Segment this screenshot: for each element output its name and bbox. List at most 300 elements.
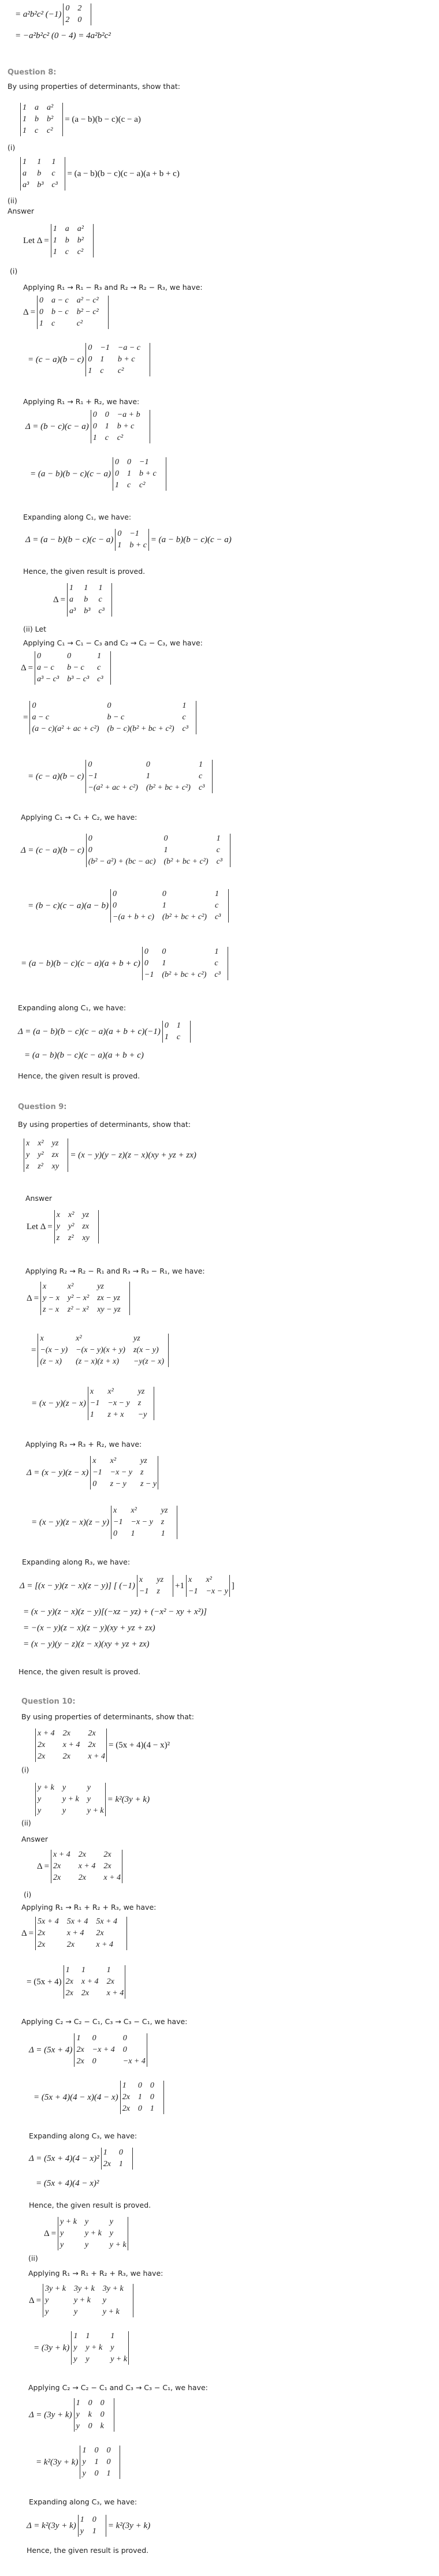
step-text: Applying C₁ → C₁ − C₃ and C₂ → C₂ − C₃, we have:	[23, 639, 203, 647]
determinant	[85, 343, 150, 376]
equation-line	[31, 1334, 170, 1367]
equation-rhs: = (a − b)(b − c)(c − a)(a + b + c)	[67, 169, 180, 178]
determinant-cell: x + 4	[78, 1862, 96, 1871]
determinant-cell: 5x + 4	[38, 1917, 59, 1926]
determinant-cell: 1	[131, 1529, 135, 1538]
determinant-cell: (z − x)	[40, 1357, 62, 1366]
determinant	[113, 457, 166, 491]
determinant-cell: (b² + bc + c²)	[146, 783, 191, 792]
determinant-cell: z	[140, 1468, 144, 1477]
determinant	[111, 1506, 177, 1539]
equation-line	[27, 1456, 160, 1489]
determinant-cell: b	[65, 236, 69, 245]
determinant-cell: y + k	[38, 1783, 54, 1792]
determinant	[64, 1965, 126, 1999]
equation-prefix: = k²(3y + k)	[36, 2457, 79, 2467]
part-label: (ii)	[28, 2254, 38, 2263]
equation-line	[53, 583, 114, 617]
determinant-cell: 5x + 4	[66, 1917, 88, 1926]
determinant-cell: yz	[133, 1334, 140, 1343]
determinant-cell: 0	[146, 760, 150, 769]
determinant	[78, 2515, 106, 2537]
step-text: Applying R₁ → R₁ + R₂, we have:	[23, 397, 140, 406]
determinant-cell: zx − yz	[97, 1294, 120, 1302]
determinant-cell: c	[176, 1033, 181, 1041]
conclusion-text: Hence, the given result is proved.	[18, 1667, 141, 1676]
equation-line	[29, 2148, 135, 2170]
equation-line: = −(x − y)(z − x)(z − y)(xy + yz + zx)	[23, 1623, 155, 1633]
determinant-cell: b²	[47, 115, 54, 124]
step-text: Expanding along C₁, we have:	[18, 1003, 127, 1012]
determinant-cell: −x − y	[131, 1518, 153, 1526]
determinant-cell: −1	[92, 1468, 102, 1477]
determinant-cell: −1	[144, 970, 154, 979]
determinant-cell: y	[109, 2217, 113, 2226]
equation-line	[21, 651, 113, 685]
determinant-cell: 2	[77, 4, 82, 13]
determinant-cell: −(a² + ac + c²)	[88, 783, 138, 792]
determinant	[58, 2217, 128, 2250]
determinant-cell: y	[60, 2241, 64, 2249]
determinant-cell: z − y	[140, 1480, 157, 1488]
determinant-cell: x²	[110, 1457, 117, 1465]
step-text: Applying R₃ → R₃ + R₂, we have:	[25, 1440, 142, 1448]
determinant-cell: a	[23, 169, 27, 178]
determinant	[74, 2398, 114, 2432]
determinant-cell: c³	[98, 607, 105, 615]
determinant-cell: y	[110, 2343, 114, 2352]
determinant-cell: c³	[51, 181, 58, 189]
determinant-cell: y	[62, 1783, 66, 1792]
determinant-cell: y	[82, 2458, 86, 2466]
determinant-cell: c³	[97, 675, 103, 684]
determinant-cell: 2x	[66, 1940, 75, 1949]
determinant	[67, 583, 112, 617]
equation-line	[18, 157, 180, 191]
equation-line	[29, 2033, 149, 2067]
determinant-cell: 0	[88, 2422, 92, 2431]
determinant-cell: x + 4	[53, 1850, 70, 1859]
equation-operator: +1	[175, 1581, 185, 1591]
determinant-cell: 0	[92, 2515, 96, 2524]
determinant-cell: 3y + k	[102, 2284, 124, 2293]
determinant-cell: x	[92, 1457, 96, 1465]
determinant-cell: y + k	[110, 2355, 128, 2364]
determinant-cell: 2x	[78, 1873, 86, 1882]
equation-line	[25, 529, 232, 551]
equation-rhs: = (a − b)(b − c)(c − a)	[150, 535, 232, 544]
determinant-cell: 0	[88, 2399, 92, 2407]
determinant	[91, 410, 150, 443]
determinant-cell: 0	[32, 701, 36, 710]
determinant-cell: x²	[38, 1139, 44, 1148]
determinant-cell: 1	[122, 2081, 127, 2090]
equation-line	[31, 1387, 156, 1420]
determinant	[40, 1282, 130, 1315]
equation-prefix: Δ =	[27, 1293, 39, 1303]
determinant-cell: 1	[51, 158, 56, 166]
determinant-cell: x + 4	[103, 1873, 121, 1882]
determinant-cell: b	[35, 115, 39, 124]
determinant-cell: c²	[117, 367, 124, 375]
determinant-cell: c	[216, 846, 220, 854]
determinant	[88, 1387, 154, 1420]
determinant-cell: 0	[137, 2104, 142, 2113]
determinant-cell: 1	[214, 947, 219, 956]
determinant-cell: z	[26, 1162, 29, 1171]
determinant-cell: x²	[131, 1506, 137, 1515]
determinant-cell: zx	[51, 1151, 59, 1159]
determinant-cell: 0	[92, 2057, 96, 2066]
determinant-cell: a² − c²	[76, 296, 99, 305]
determinant-cell: c	[97, 663, 101, 672]
determinant-cell: y	[82, 2469, 86, 2478]
determinant-cell: c²	[117, 434, 124, 442]
determinant-cell: −1	[139, 1587, 149, 1596]
determinant-cell: 1	[94, 2458, 99, 2466]
determinant-cell: 1	[80, 2515, 84, 2524]
determinant-cell: x + 4	[106, 1989, 124, 1998]
determinant	[90, 1456, 158, 1489]
determinant-cell: 0	[113, 1529, 118, 1538]
determinant-cell: −y(z − x)	[133, 1357, 165, 1366]
part-label: (ii)	[21, 1819, 31, 1827]
determinant-cell: 2x	[38, 1752, 46, 1761]
determinant-cell: 1	[53, 248, 57, 256]
determinant-cell: yz	[161, 1506, 168, 1515]
equation-line	[34, 1783, 150, 1816]
determinant-cell: yz	[97, 1282, 104, 1291]
equation-line	[34, 2081, 166, 2114]
determinant	[63, 3, 91, 25]
determinant-cell: x + 4	[81, 1977, 99, 1986]
determinant-cell: 2x	[38, 1741, 46, 1749]
determinant-cell: 2x	[81, 1989, 90, 1998]
determinant-cell: 1	[90, 1410, 94, 1419]
determinant-cell: y	[85, 2355, 90, 2364]
equation-line	[27, 1210, 101, 1244]
determinant-cell: b − c	[51, 308, 69, 316]
determinant-cell: y	[38, 1806, 42, 1815]
determinant-cell: y + k	[73, 2296, 91, 2305]
determinant-cell: z − y	[110, 1480, 127, 1488]
equation-line	[44, 2217, 130, 2250]
determinant-cell: 1	[216, 834, 221, 843]
determinant-cell: c³	[182, 725, 188, 733]
equation-rhs: = (5x + 4)(4 − x)²	[109, 1740, 170, 1750]
determinant-cell: xy	[82, 1234, 90, 1242]
determinant-cell: 0	[100, 2399, 105, 2407]
determinant-cell: −1	[88, 772, 98, 781]
determinant	[86, 834, 230, 867]
determinant-cell: xy	[51, 1162, 59, 1171]
determinant	[35, 1917, 127, 1950]
equation-line	[28, 760, 214, 793]
equation-prefix: Δ = k²(3y + k)	[27, 2521, 76, 2530]
determinant-cell: b³ − c³	[67, 675, 90, 684]
determinant-cell: −(a + b + c)	[113, 913, 154, 921]
determinant	[24, 1138, 68, 1172]
question-10-prompt: By using properties of determinants, show that:	[21, 1712, 194, 1721]
equation-prefix: Δ =	[37, 1861, 50, 1871]
determinant-cell: 2x	[76, 2057, 84, 2066]
determinant-cell: 5x + 4	[96, 1917, 118, 1926]
determinant-cell: 1	[127, 469, 132, 478]
determinant-cell: x + 4	[62, 1741, 80, 1749]
determinant-cell: yz	[157, 1576, 164, 1584]
determinant-cell: c	[51, 319, 55, 328]
determinant-cell: y²	[38, 1151, 44, 1159]
determinant-cell: b³	[84, 607, 91, 615]
determinant-cell: −x + 4	[122, 2057, 146, 2066]
determinant-cell: 2x	[103, 1850, 111, 1859]
determinant-cell: (a − c)(a² + ac + c²)	[32, 725, 99, 733]
question-9-prompt: By using properties of determinants, show that:	[18, 1120, 191, 1129]
determinant-cell: y² − x²	[67, 1294, 90, 1302]
determinant	[35, 1783, 106, 1816]
determinant-cell: y	[45, 2308, 49, 2316]
equation-line	[21, 947, 230, 980]
equation-line: = (a − b)(b − c)(c − a)(a + b + c)	[24, 1051, 144, 1060]
determinant-cell: 1	[84, 584, 88, 592]
determinant-cell: b	[84, 595, 88, 604]
determinant-cell: 0	[39, 296, 44, 305]
determinant-cell: z²	[68, 1234, 74, 1242]
determinant-cell: b − c	[107, 713, 125, 722]
determinant-cell: y	[60, 2229, 64, 2238]
determinant-cell: c	[35, 126, 39, 135]
determinant-cell: −1	[90, 1399, 100, 1408]
determinant-cell: 0	[88, 344, 92, 352]
determinant-cell: y + k	[109, 2241, 127, 2249]
determinant-cell: b + c	[139, 469, 157, 478]
part-label: (i)	[10, 267, 18, 275]
determinant-cell: −a + b	[117, 410, 140, 419]
determinant-cell: 1	[118, 2160, 123, 2168]
determinant-cell: 2x	[62, 1729, 70, 1738]
determinant-cell: 1	[23, 158, 27, 166]
determinant-cell: −x + 4	[92, 2045, 115, 2054]
determinant-cell: −1	[100, 344, 110, 352]
determinant-cell: 0	[122, 2045, 127, 2054]
equation-line	[28, 343, 152, 376]
determinant	[51, 1850, 122, 1883]
step-text: Applying R₁ → R₁ + R₂ + R₃, we have:	[28, 2269, 163, 2278]
determinant-cell: 2x	[122, 2104, 130, 2113]
equation-prefix: Δ =	[44, 2228, 57, 2238]
step-text: Applying R₁ → R₁ − R₃ and R₂ → R₂ − R₃, we have:	[23, 283, 203, 292]
equation-line	[34, 2331, 131, 2365]
determinant-cell: z²	[38, 1162, 43, 1171]
determinant-cell: 1	[162, 959, 166, 968]
determinant-cell: x	[113, 1506, 117, 1515]
determinant-cell: b²	[77, 236, 84, 245]
determinant-cell: a	[35, 103, 39, 112]
determinant-cell: 1	[92, 434, 97, 442]
determinant-cell: z	[157, 1587, 160, 1596]
step-text: Applying R₁ → R₁ + R₂ + R₃, we have:	[21, 1903, 157, 1912]
step-text: Applying C₂ → C₂ − C₁ and C₃ → C₃ − C₁, we have:	[28, 2383, 208, 2392]
determinant-cell: 1	[198, 760, 203, 769]
step-text: Expanding along R₃, we have:	[22, 1558, 131, 1566]
determinant	[43, 2284, 133, 2317]
equation-rhs: = k²(3y + k)	[107, 2521, 151, 2530]
determinant-cell: x	[43, 1282, 47, 1291]
determinant-cell: 1	[23, 126, 27, 135]
determinant-cell: 0	[92, 410, 97, 419]
determinant-cell: 2x	[38, 1929, 46, 1937]
determinant-cell: c	[127, 481, 131, 490]
step-text: Applying R₂ → R₂ − R₁ and R₃ → R₃ − R₁, we have:	[25, 1267, 205, 1275]
determinant-cell: 0	[122, 2034, 127, 2043]
determinant-cell: b + c	[129, 541, 147, 550]
determinant-cell: y	[84, 2217, 89, 2226]
step-text: Expanding along C₃, we have:	[29, 2497, 137, 2506]
determinant-cell: 0	[92, 1480, 97, 1488]
equation-line	[23, 701, 198, 734]
determinant-cell: 1	[164, 1033, 169, 1041]
determinant	[137, 1575, 173, 1597]
determinant-cell: y	[87, 1795, 91, 1804]
determinant-cell: 1	[85, 2332, 90, 2340]
determinant-cell: zx	[82, 1222, 90, 1231]
determinant-cell: 0	[117, 529, 122, 538]
answer-label: Answer	[25, 1194, 53, 1203]
equation-line	[37, 1850, 124, 1883]
equation-prefix: = (c − a)(b − c)	[28, 354, 84, 364]
determinant-cell: y	[38, 1795, 42, 1804]
determinant-cell: 0	[88, 355, 92, 364]
determinant-cell: c	[51, 169, 55, 178]
equation-prefix: Δ = (b − c)(c − a)	[25, 421, 89, 431]
determinant	[80, 2446, 120, 2479]
determinant-cell: z² − x²	[67, 1305, 89, 1314]
determinant-cell: a²	[77, 225, 84, 233]
equation-prefix: Δ =	[53, 595, 66, 604]
determinant-cell: 0	[88, 846, 92, 854]
determinant-cell: −y	[137, 1410, 147, 1419]
determinant-cell: 1	[146, 772, 150, 781]
equation-line	[18, 1021, 192, 1043]
equation-prefix: = (x − y)(z − x)	[31, 1398, 86, 1408]
determinant-cell: 2x	[103, 1862, 111, 1871]
equation-line	[15, 3, 93, 25]
determinant-cell: x²	[76, 1334, 82, 1343]
determinant-cell: xy − yz	[97, 1305, 121, 1314]
equation-line	[28, 889, 230, 923]
determinant-cell: 0	[92, 422, 97, 431]
determinant-cell: z	[137, 1399, 142, 1408]
equation-prefix: = (a − b)(b − c)(c − a)(a + b + c)	[21, 958, 140, 968]
determinant-cell: y + k	[62, 1795, 79, 1804]
equation-prefix: = (x − y)(z − x)(z − y)	[31, 1517, 110, 1527]
determinant-cell: 1	[23, 115, 27, 124]
determinant-cell: y	[26, 1151, 30, 1159]
determinant-cell: y	[45, 2296, 49, 2305]
determinant-cell: 0	[65, 4, 70, 13]
determinant-cell: 0	[94, 2469, 99, 2478]
determinant-cell: z(x − y)	[133, 1346, 159, 1354]
determinant-cell: 1	[53, 225, 57, 233]
determinant-cell: −1	[188, 1587, 198, 1596]
determinant-cell: x + 4	[66, 1929, 84, 1937]
determinant-cell: y	[76, 2422, 80, 2431]
determinant-cell: 0	[105, 410, 109, 419]
equation-prefix: Let Δ =	[27, 1222, 53, 1231]
determinant-cell: b − c	[67, 663, 84, 672]
equation-prefix: Δ = (5x + 4)	[29, 2045, 73, 2055]
determinant-cell: y	[80, 2527, 84, 2536]
determinant-cell: 2	[65, 16, 70, 24]
determinant-cell: c	[182, 713, 186, 722]
determinant-cell: x	[188, 1576, 192, 1584]
equation-prefix: Δ = [(x − y)(z − x)(z − y)] [ (−1)	[20, 1581, 135, 1591]
determinant-cell: c²	[77, 248, 84, 256]
equation-line: = (x − y)(z − x)(z − y)[(−xz − yz) + (−x² − xy + x²)]	[23, 1607, 207, 1616]
determinant-cell: x²	[68, 1211, 75, 1219]
determinant-cell: 1	[97, 652, 102, 660]
step-text: Applying C₂ → C₂ − C₁, C₃ → C₃ − C₁, we have:	[21, 2017, 188, 2026]
determinant-cell: 1	[23, 103, 27, 112]
equation-line	[30, 457, 168, 491]
determinant-cell: 2x	[78, 1850, 86, 1859]
determinant-cell: 1	[106, 1966, 111, 1974]
equation-prefix: Δ = (a − b)(b − c)(c − a)	[25, 535, 114, 544]
determinant-cell: 1	[88, 367, 92, 375]
determinant-cell: 1	[37, 158, 42, 166]
determinant-cell: −1	[113, 1518, 123, 1526]
step-text: Applying C₁ → C₁ + C₂, we have:	[21, 813, 137, 822]
determinant-cell: 1	[98, 584, 103, 592]
determinant-cell: z − x	[43, 1305, 59, 1314]
determinant-cell: c	[100, 367, 104, 375]
equation-prefix: = (3y + k)	[34, 2343, 70, 2353]
determinant-cell: 1	[39, 319, 44, 328]
determinant-cell: −(x − y)	[40, 1346, 68, 1354]
determinant	[162, 1021, 191, 1043]
equation-line	[21, 834, 232, 867]
determinant	[101, 2148, 133, 2170]
determinant-cell: yz	[82, 1211, 90, 1219]
determinant-cell: yz	[140, 1457, 147, 1465]
determinant-cell: 0	[88, 760, 92, 769]
equation-prefix: Δ = (5x + 4)(4 − x)²	[29, 2153, 99, 2163]
answer-label: Answer	[21, 1835, 49, 1843]
determinant-cell: c³	[198, 783, 205, 792]
determinant	[20, 103, 63, 136]
question-10-title: Question 10:	[21, 1697, 76, 1706]
determinant-cell: 1	[103, 2148, 107, 2157]
determinant-cell: 2x	[62, 1752, 70, 1761]
equation-line	[25, 410, 152, 443]
determinant-cell: 0	[150, 2093, 154, 2101]
equation-rhs: = (x − y)(y − z)(z − x)(xy + yz + zx)	[70, 1150, 196, 1160]
determinant-cell: 0	[137, 2081, 142, 2090]
determinant-cell: 0	[107, 701, 111, 710]
step-text: Expanding along C₃, we have:	[29, 2131, 137, 2140]
determinant-cell: c²	[47, 126, 53, 135]
determinant-cell: 2x	[53, 1862, 61, 1871]
determinant-cell: k	[88, 2410, 92, 2419]
determinant-cell: (b² − a²) + (bc − ac)	[88, 857, 156, 866]
determinant-cell: x²	[206, 1576, 212, 1584]
equation-prefix: Δ = (x − y)(z − x)	[27, 1468, 89, 1477]
determinant-cell: 1	[150, 2104, 154, 2113]
determinant-cell: x	[90, 1387, 94, 1396]
determinant-cell: a − c	[32, 713, 50, 722]
determinant	[186, 1575, 230, 1597]
equation-rhs: = k²(3y + k)	[107, 1794, 150, 1804]
